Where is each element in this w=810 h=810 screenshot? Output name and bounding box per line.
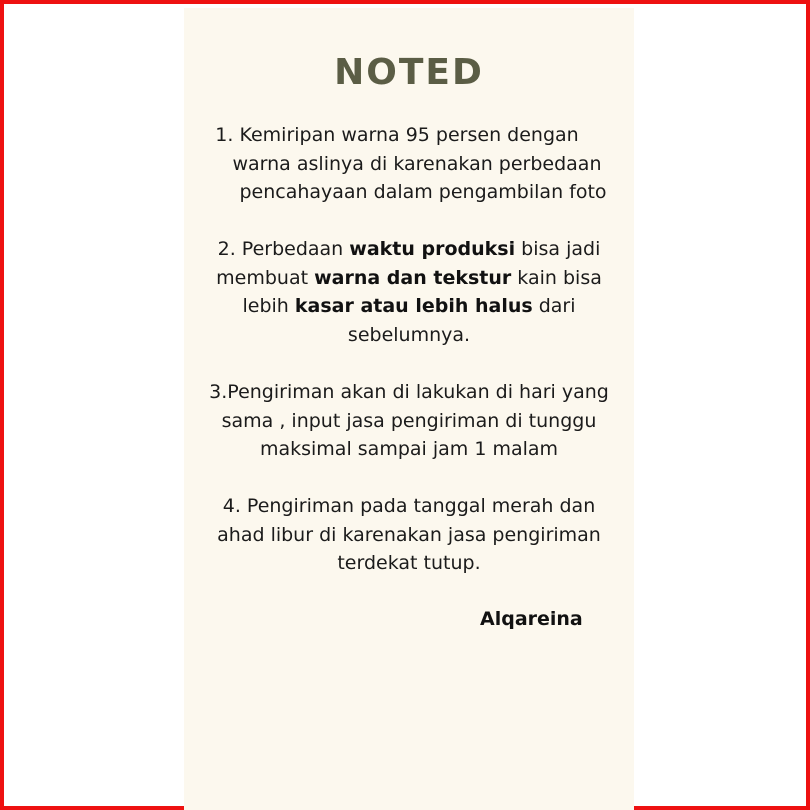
note-2-text: kain bisa: [511, 266, 602, 289]
note-2-bold-text: waktu produksi: [349, 238, 516, 260]
note-2-text: lebih: [242, 295, 295, 318]
note-item-2: [184, 235, 634, 349]
note-2-line-2: [184, 264, 634, 293]
note-2-line-3: [184, 292, 634, 321]
note-3-line-2: sama , input jasa pengiriman di tunggu: [221, 409, 597, 432]
note-2-text: 2. Perbedaan: [217, 238, 350, 260]
note-item-3: [184, 378, 634, 464]
note-2-line-1: [184, 235, 634, 264]
note-2-text: membuat: [216, 266, 315, 289]
note-1-line-3: pencahayaan dalam pengambilan foto: [239, 181, 607, 204]
note-3-line-3: maksimal sampai jam 1 malam: [259, 438, 559, 461]
signature: Alqareina: [480, 608, 583, 630]
note-1-line-1: 1. Kemiripan warna 95 persen dengan: [215, 124, 579, 146]
note-4-line-1: 4. Pengiriman pada tanggal merah dan: [222, 495, 596, 517]
note-2-bold-text: warna dan tekstur: [314, 266, 512, 289]
notice-card: [184, 8, 634, 810]
note-4-line-3: terdekat tutup.: [337, 552, 481, 575]
notice-title: NOTED: [334, 52, 484, 93]
note-item-4: [184, 492, 634, 578]
note-3-line-1: 3.Pengiriman akan di lakukan di hari yang: [209, 381, 609, 403]
note-2-text: dari: [532, 295, 576, 318]
note-1-line-2: warna aslinya di karenakan perbedaan: [232, 152, 602, 175]
note-item-1: [192, 121, 642, 207]
note-2-line-4: sebelumnya.: [347, 323, 471, 346]
note-2-bold-text: kasar atau lebih halus: [294, 295, 533, 318]
note-4-line-2: ahad libur di karenakan jasa pengiriman: [217, 523, 601, 546]
note-2-text: bisa jadi: [515, 238, 601, 260]
